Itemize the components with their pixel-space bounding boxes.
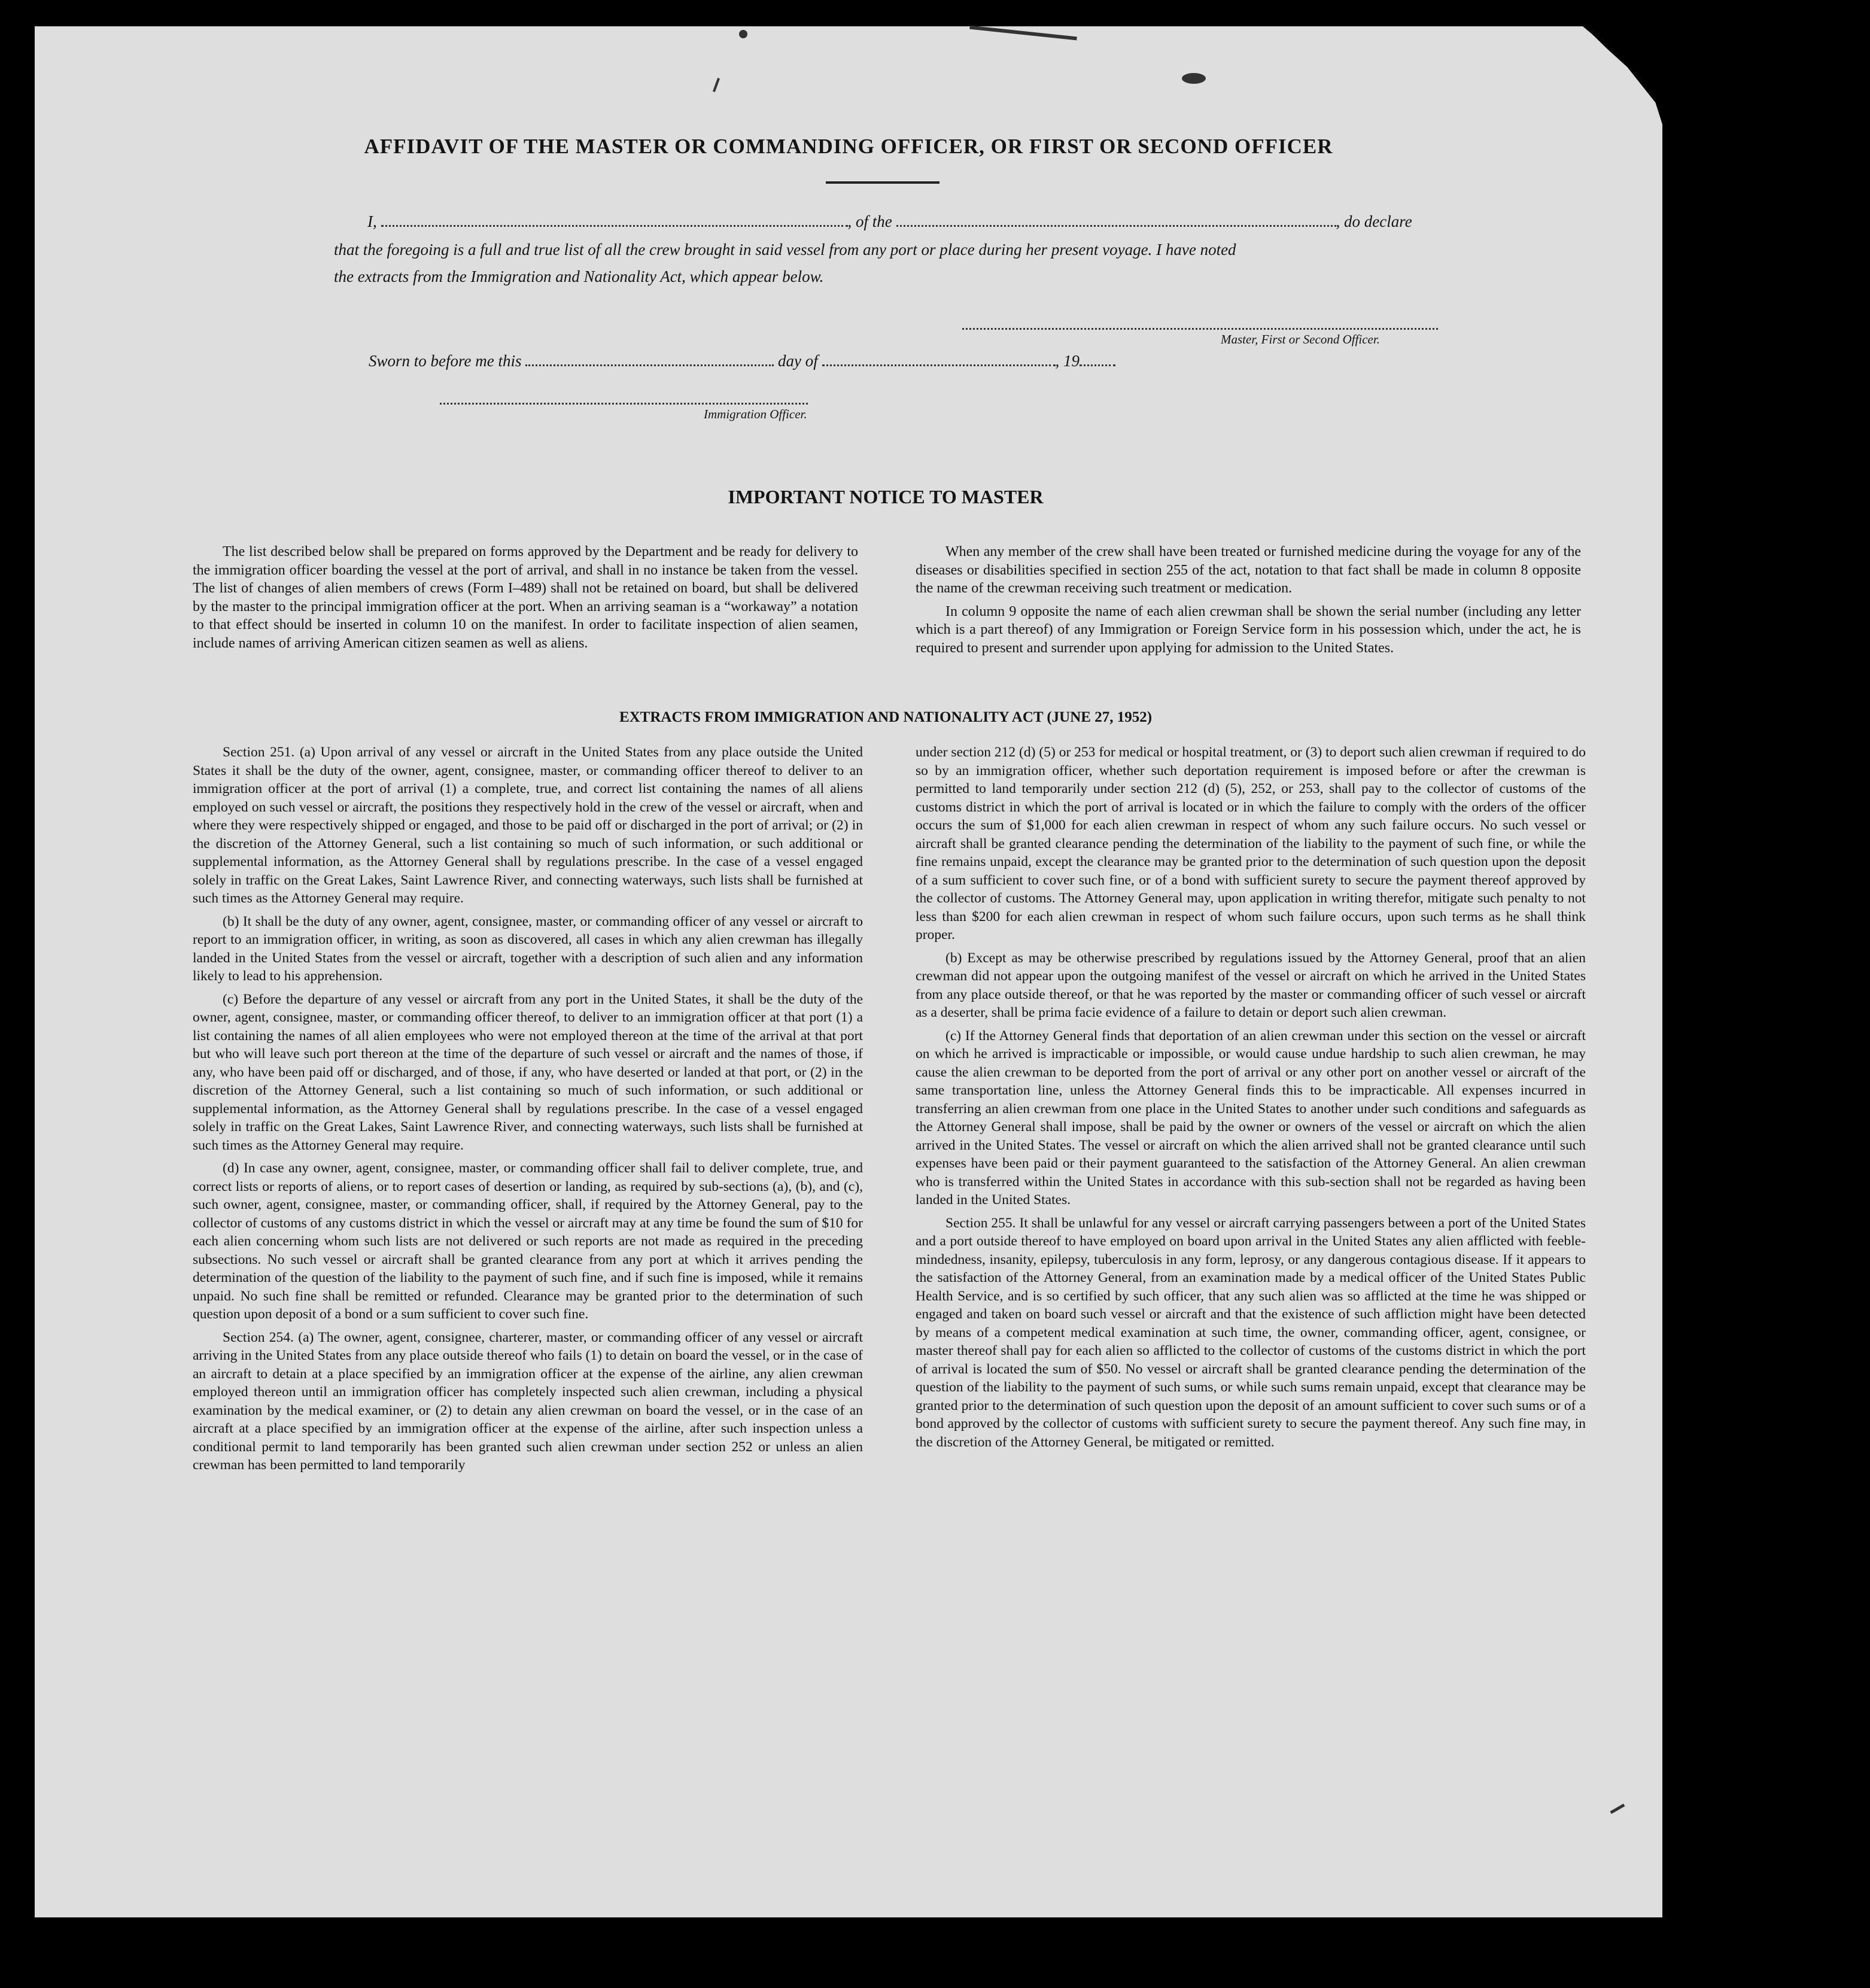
master-signature-label: Master, First or Second Officer.: [1221, 332, 1380, 346]
notice-right-paragraph: When any member of the crew shall have been treated or furnished medicine during the voyage for any of the diseases or disabilities specified in section 255 of the act, notation to that fact shall be made in column 8 opposite the name of the crewman receiving such treatment or medication.: [916, 544, 1581, 596]
notice-right-column: [916, 543, 1581, 662]
scan-speck: [739, 30, 747, 38]
affidavit-title: AFFIDAVIT OF THE MASTER OR COMMANDING OFFICER, OR FIRST OR SECOND OFFICER: [364, 135, 1333, 158]
sworn-year-field[interactable]: [1080, 352, 1115, 366]
officer-signature-line[interactable]: [440, 403, 808, 405]
section-254c: (c) If the Attorney General finds that deportation of an alien crewman under this section on the vessel or aircraft on which he arrived is impracticable or impossible, or would cause undue hardship to such alien crewman, he may cause the alien crewman to be deported from the port of arrival or any other port on another vessel or aircraft of the same transportation line, unless the Attorney General finds this to be impracticable. All expenses incurred in transferring an alien crewman from one place in the United States to another under such conditions and safeguards as the Attorney General shall impose, shall be paid by the owner or owners of the vessel or aircraft on which the alien arrived in the United States. The vessel or aircraft on which the alien arrived shall not be granted clearance until such expenses have been paid or their payment guaranteed to the satisfaction of the Attorney General. An alien crewman who is transferred within the United States in accordance with this sub-section shall not be regarded as having been landed in the United States.: [916, 1028, 1586, 1208]
notice-left-paragraph: The list described below shall be prepared on forms approved by the Department and be ready for delivery to the immigration officer boarding the vessel at the port of arrival, and shall in no instance be taken from the vessel. The list of changes of alien members of crews (Form I–489) shall not be retained on board, but shall be delivered by the master to the principal immigration officer at the port. When an arriving seaman is a “workaway” a notation to that effect should be inserted in column 10 on the manifest. In order to facilitate inspection of alien seamen, include names of arriving American citizen seamen as well as aliens.: [193, 544, 858, 651]
declarant-name-field[interactable]: [381, 213, 848, 227]
section-251d: (d) In case any owner, agent, consignee, master, or commanding officer shall fail to deliver complete, true, and correct lists or reports of aliens, or to report cases of desertion or landing, as required by sub-sections (a), (b), and (c), such owner, agent, consignee, master, or commanding officer, shall, if required by the Attorney General, pay to the collector of customs of any customs district in which the vessel or aircraft may at any time be found the sum of $10 for each alien concerning whom such lists are not delivered or such reports are not made as required in the preceding subsections. No such vessel or aircraft shall be granted clearance from any port at which it arrives pending the determination of the question of the liability to the payment of such fine, and if such fine is imposed, while it remains unpaid. No such fine shall be remitted or refunded. Clearance may be granted prior to the determination of such question upon deposit of a bond or a sum sufficient to cover such fine.: [193, 1160, 863, 1322]
sworn-day-field[interactable]: [525, 352, 774, 366]
section-251c: (c) Before the departure of any vessel or aircraft from any port in the United States, it shall be the duty of the owner, agent, consignee, master, or commanding officer thereof, to deliver to an immigration officer at that port (1) a list containing the names of all alien employees who were not employed thereon at the time of the arrival at that port but who will leave such port thereon at the time of the departure of such vessel or aircraft and the names of those, if any, who have been paid off or discharged, and of those, if any, who have deserted or landed at that port, or (2) in the discretion of the Attorney General, such a list containing so much of such information, or such additional or supplemental information, as the Attorney General shall by regulations prescribe. In the case of a vessel engaged solely in traffic on the Great Lakes, Saint Lawrence River, and connecting waterways, such lists shall be furnished at such times as the Attorney General may require.: [193, 991, 863, 1153]
officer-signature-label: Immigration Officer.: [704, 407, 807, 421]
declare-i-label: I,: [367, 212, 377, 230]
declaration-line-3: the extracts from the Immigration and Nationality Act, which appear below.: [334, 268, 824, 285]
extracts-title: EXTRACTS FROM IMMIGRATION AND NATIONALITY ACT (JUNE 27, 1952): [619, 709, 1153, 725]
year-prefix-label: , 19: [1055, 352, 1080, 370]
extracts-left-column: [193, 743, 863, 1479]
sworn-month-field[interactable]: [822, 352, 1056, 366]
declarant-vessel-field[interactable]: [896, 213, 1336, 227]
notice-right-paragraph: In column 9 opposite the name of each alien crewman shall be shown the serial number (including any letter which is a part thereof) of any Immigration or Foreign Service form in his possession which, under the act, he is required to present and surrender upon applying for admission to the United States.: [916, 603, 1581, 656]
section-251b: (b) It shall be the duty of any owner, agent, consignee, master, or commanding officer of any vessel or aircraft to report to an immigration officer, in writing, as soon as discovered, all cases in which any alien crewman has illegally landed in the United States from the vessel or aircraft, together with a description of such alien and any information likely to lead to his apprehension.: [193, 913, 863, 984]
declare-of-the-label: , of the: [847, 212, 892, 230]
scan-speck: [1182, 73, 1206, 84]
title-divider: [826, 181, 939, 184]
notice-title: IMPORTANT NOTICE TO MASTER: [728, 486, 1044, 507]
extracts-right-column: [916, 743, 1586, 1456]
declare-label: , do declare: [1336, 212, 1412, 230]
sworn-line: [369, 352, 1115, 370]
day-of-label: day of: [778, 352, 818, 370]
section-254a: Section 254. (a) The owner, agent, consignee, charterer, master, or commanding officer of any vessel or aircraft arriving in the United States from any place outside thereof who fails (1) to detain on board the vessel, or in the case of an aircraft to detain at a place specified by an immigration officer at the expense of the airline, any alien crewman employed thereon until an immigration officer has completely inspected such alien crewman, including a physical examination by the medical examiner, or (2) to detain any alien crewman on board the vessel, or in the case of an aircraft at a place specified by an immigration officer at the expense of the airline, after such inspection unless a conditional permit to land temporarily has been granted such alien crewman under section 252 or unless an alien crewman has been permitted to land temporarily: [193, 1329, 863, 1473]
section-251a: Section 251. (a) Upon arrival of any vessel or aircraft in the United States from any place outside the United States it shall be the duty of the owner, agent, consignee, master, or commanding officer thereof to deliver to an immigration officer at the port of arrival (1) a complete, true, and correct list containing the names of all aliens employed on such vessel or aircraft, the positions they respectively hold in the crew of the vessel or aircraft, when and where they were respectively shipped or engaged, and those to be paid off or discharged in the port of arrival; or (2) in the discretion of the Attorney General, such a list containing so much of such information, or such additional or supplemental information, as the Attorney General shall by regulations prescribe. In the case of a vessel engaged solely in traffic on the Great Lakes, Saint Lawrence River, and connecting waterways, such lists shall be furnished at such times as the Attorney General may require.: [193, 744, 863, 906]
declaration-line-2: that the foregoing is a full and true list of all the crew brought in said vessel from any port or place during her present voyage. I have noted: [334, 241, 1236, 259]
sworn-label: Sworn to before me this: [369, 352, 522, 370]
section-254a-continued: under section 212 (d) (5) or 253 for medical or hospital treatment, or (3) to deport such alien crewman if required to do so by an immigration officer, whether such deportation requirement is imposed before or after the crewman is permitted to land temporarily under section 212 (d) (5), 252, or 253, shall pay to the collector of customs of the customs district in which the port of arrival is located or in which the failure to comply with the orders of the officer occurs the sum of $1,000 for each alien crewman in respect of whom any such failure occurs. No such vessel or aircraft shall be granted clearance pending the determination of the liability to the payment of such fine, or while the fine remains unpaid, except the clearance may be granted prior to the determination of such question upon the deposit of a sum sufficient to cover such fine, or of a bond with sufficient surety to secure the payment thereof approved by the collector of customs. The Attorney General may, upon application in writing therefor, mitigate such penalty to not less than $200 for each alien crewman in respect of whom such failure occurs, upon such terms as he shall think proper.: [916, 744, 1586, 943]
section-254b: (b) Except as may be otherwise prescribed by regulations issued by the Attorney General, proof that an alien crewman did not appear upon the outgoing manifest of the vessel or aircraft on which he arrived in the United States from any place outside thereof, or that he was reported by the master or commanding officer of such vessel or aircraft as a deserter, shall be prima facie evidence of a failure to detain or deport such alien crewman.: [916, 950, 1586, 1020]
master-signature-line[interactable]: [962, 328, 1438, 330]
notice-left-column: [193, 543, 858, 657]
section-255: Section 255. It shall be unlawful for any vessel or aircraft carrying passengers between a port of the United States and a port outside thereof to have employed on board upon arrival in the United States any alien afflicted with feeble-mindedness, insanity, epilepsy, tuberculosis in any form, leprosy, or any dangerous contagious disease. If it appears to the satisfaction of the Attorney General, from an examination made by a medical officer of the United States Public Health Service, and is so certified by such officer, that any such alien was so afflicted at the time he was shipped or engaged and taken on board such vessel or aircraft and that the existence of such affliction might have been detected by means of a competent medical examination at such time, the owner, commanding officer, agent, consignee, or master thereof shall pay for each alien so afflicted to the collector of customs of the customs district in which the port of arrival is located the sum of $50. No vessel or aircraft shall be granted clearance pending the determination of the question of the liability to the payment of such sums, or while such sums remain unpaid, except that clearance may be granted prior to the determination of such question upon the deposit of an amount sufficient to cover such sums or of a bond approved by the collector of customs with sufficient surety to secure the payment thereof. Any such fine may, in the discretion of the Attorney General, be mitigated or remitted.: [916, 1215, 1586, 1450]
declaration-line-1: [367, 212, 1412, 231]
